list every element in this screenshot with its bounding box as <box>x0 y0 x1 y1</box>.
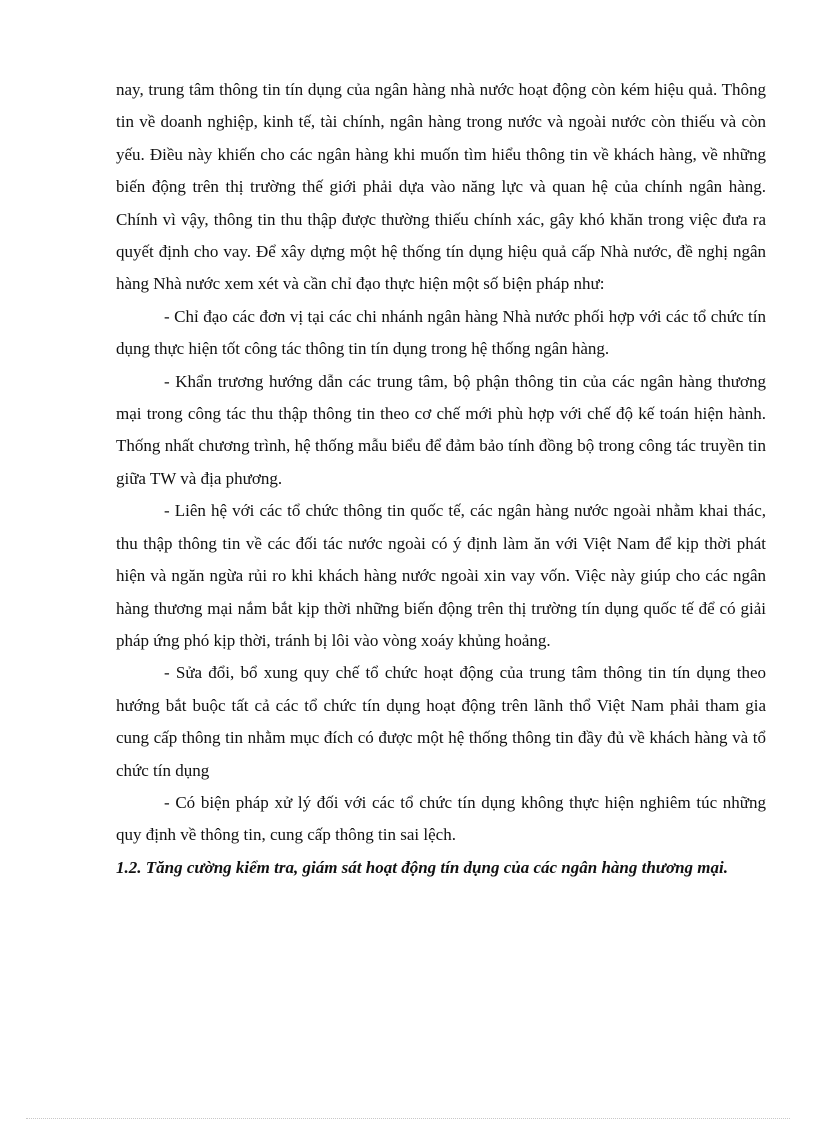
section-heading: 1.2. Tăng cường kiểm tra, giám sát hoạt động tín dụng của các ngân hàng thương mại. <box>116 857 728 877</box>
paragraph-bullet-1: - Chỉ đạo các đơn vị tại các chi nhánh ngân hàng Nhà nước phối hợp với các tổ chức tín dụng thực hiện tốt công tác thông tin tín dụng trong hệ thống ngân hàng. <box>116 306 766 359</box>
paragraph-bullet-4: - Sửa đổi, bổ xung quy chế tổ chức hoạt động của trung tâm thông tin tín dụng theo hướng bắt buộc tất cả các tổ chức tín dụng hoạt động trên lãnh thổ Việt Nam phải tham gia cung cấp thông tin nhằm mục đích có được một hệ thống thông tin đầy đủ về khách hàng và tổ chức tín dụng <box>116 663 766 780</box>
footer-divider <box>26 1118 790 1119</box>
paragraph-bullet-3: - Liên hệ với các tổ chức thông tin quốc tế, các ngân hàng nước ngoài nhằm khai thác, thu thập thông tin về các đối tác nước ngoài có ý định làm ăn với Việt Nam để kịp thời phát hiện và ngăn ngừa rủi ro khi khách hàng nước ngoài xin vay vốn. Việc này giúp cho các ngân hàng thương mại nắm bắt kịp thời những biến động trên thị trường tín dụng quốc tế để có giải pháp ứng phó kịp thời, tránh bị lôi vào vòng xoáy khủng hoảng. <box>116 501 766 650</box>
paragraph-bullet-5: - Có biện pháp xử lý đối với các tổ chức tín dụng không thực hiện nghiêm túc những quy định về thông tin, cung cấp thông tin sai lệch. <box>116 792 766 845</box>
paragraph-bullet-2: - Khẩn trương hướng dẫn các trung tâm, bộ phận thông tin của các ngân hàng thương mại trong công tác thu thập thông tin theo cơ chế mới phù hợp với chế độ kế toán hiện hành. Thống nhất chương trình, hệ thống mẫu biểu để đảm bảo tính đồng bộ trong công tác truyền tin giữa TW và địa phương. <box>116 371 766 488</box>
paragraph-intro: nay, trung tâm thông tin tín dụng của ngân hàng nhà nước hoạt động còn kém hiệu quả. Thông tin về doanh nghiệp, kinh tế, tài chính, ngân hàng trong nước và ngoài nước còn thiếu và còn yếu. Điều này khiến cho các ngân hàng khi muốn tìm hiểu thông tin về khách hàng, về những biến động trên thị trường thế giới phải dựa vào năng lực và quan hệ của chính ngân hàng. Chính vì vậy, thông tin thu thập được thường thiếu chính xác, gây khó khăn trong việc đưa ra quyết định cho vay. Để xây dựng một hệ thống tín dụng hiệu quả cấp Nhà nước, đề nghị ngân hàng Nhà nước xem xét và cần chỉ đạo thực hiện một số biện pháp như: <box>116 80 766 294</box>
document-page <box>116 74 766 884</box>
